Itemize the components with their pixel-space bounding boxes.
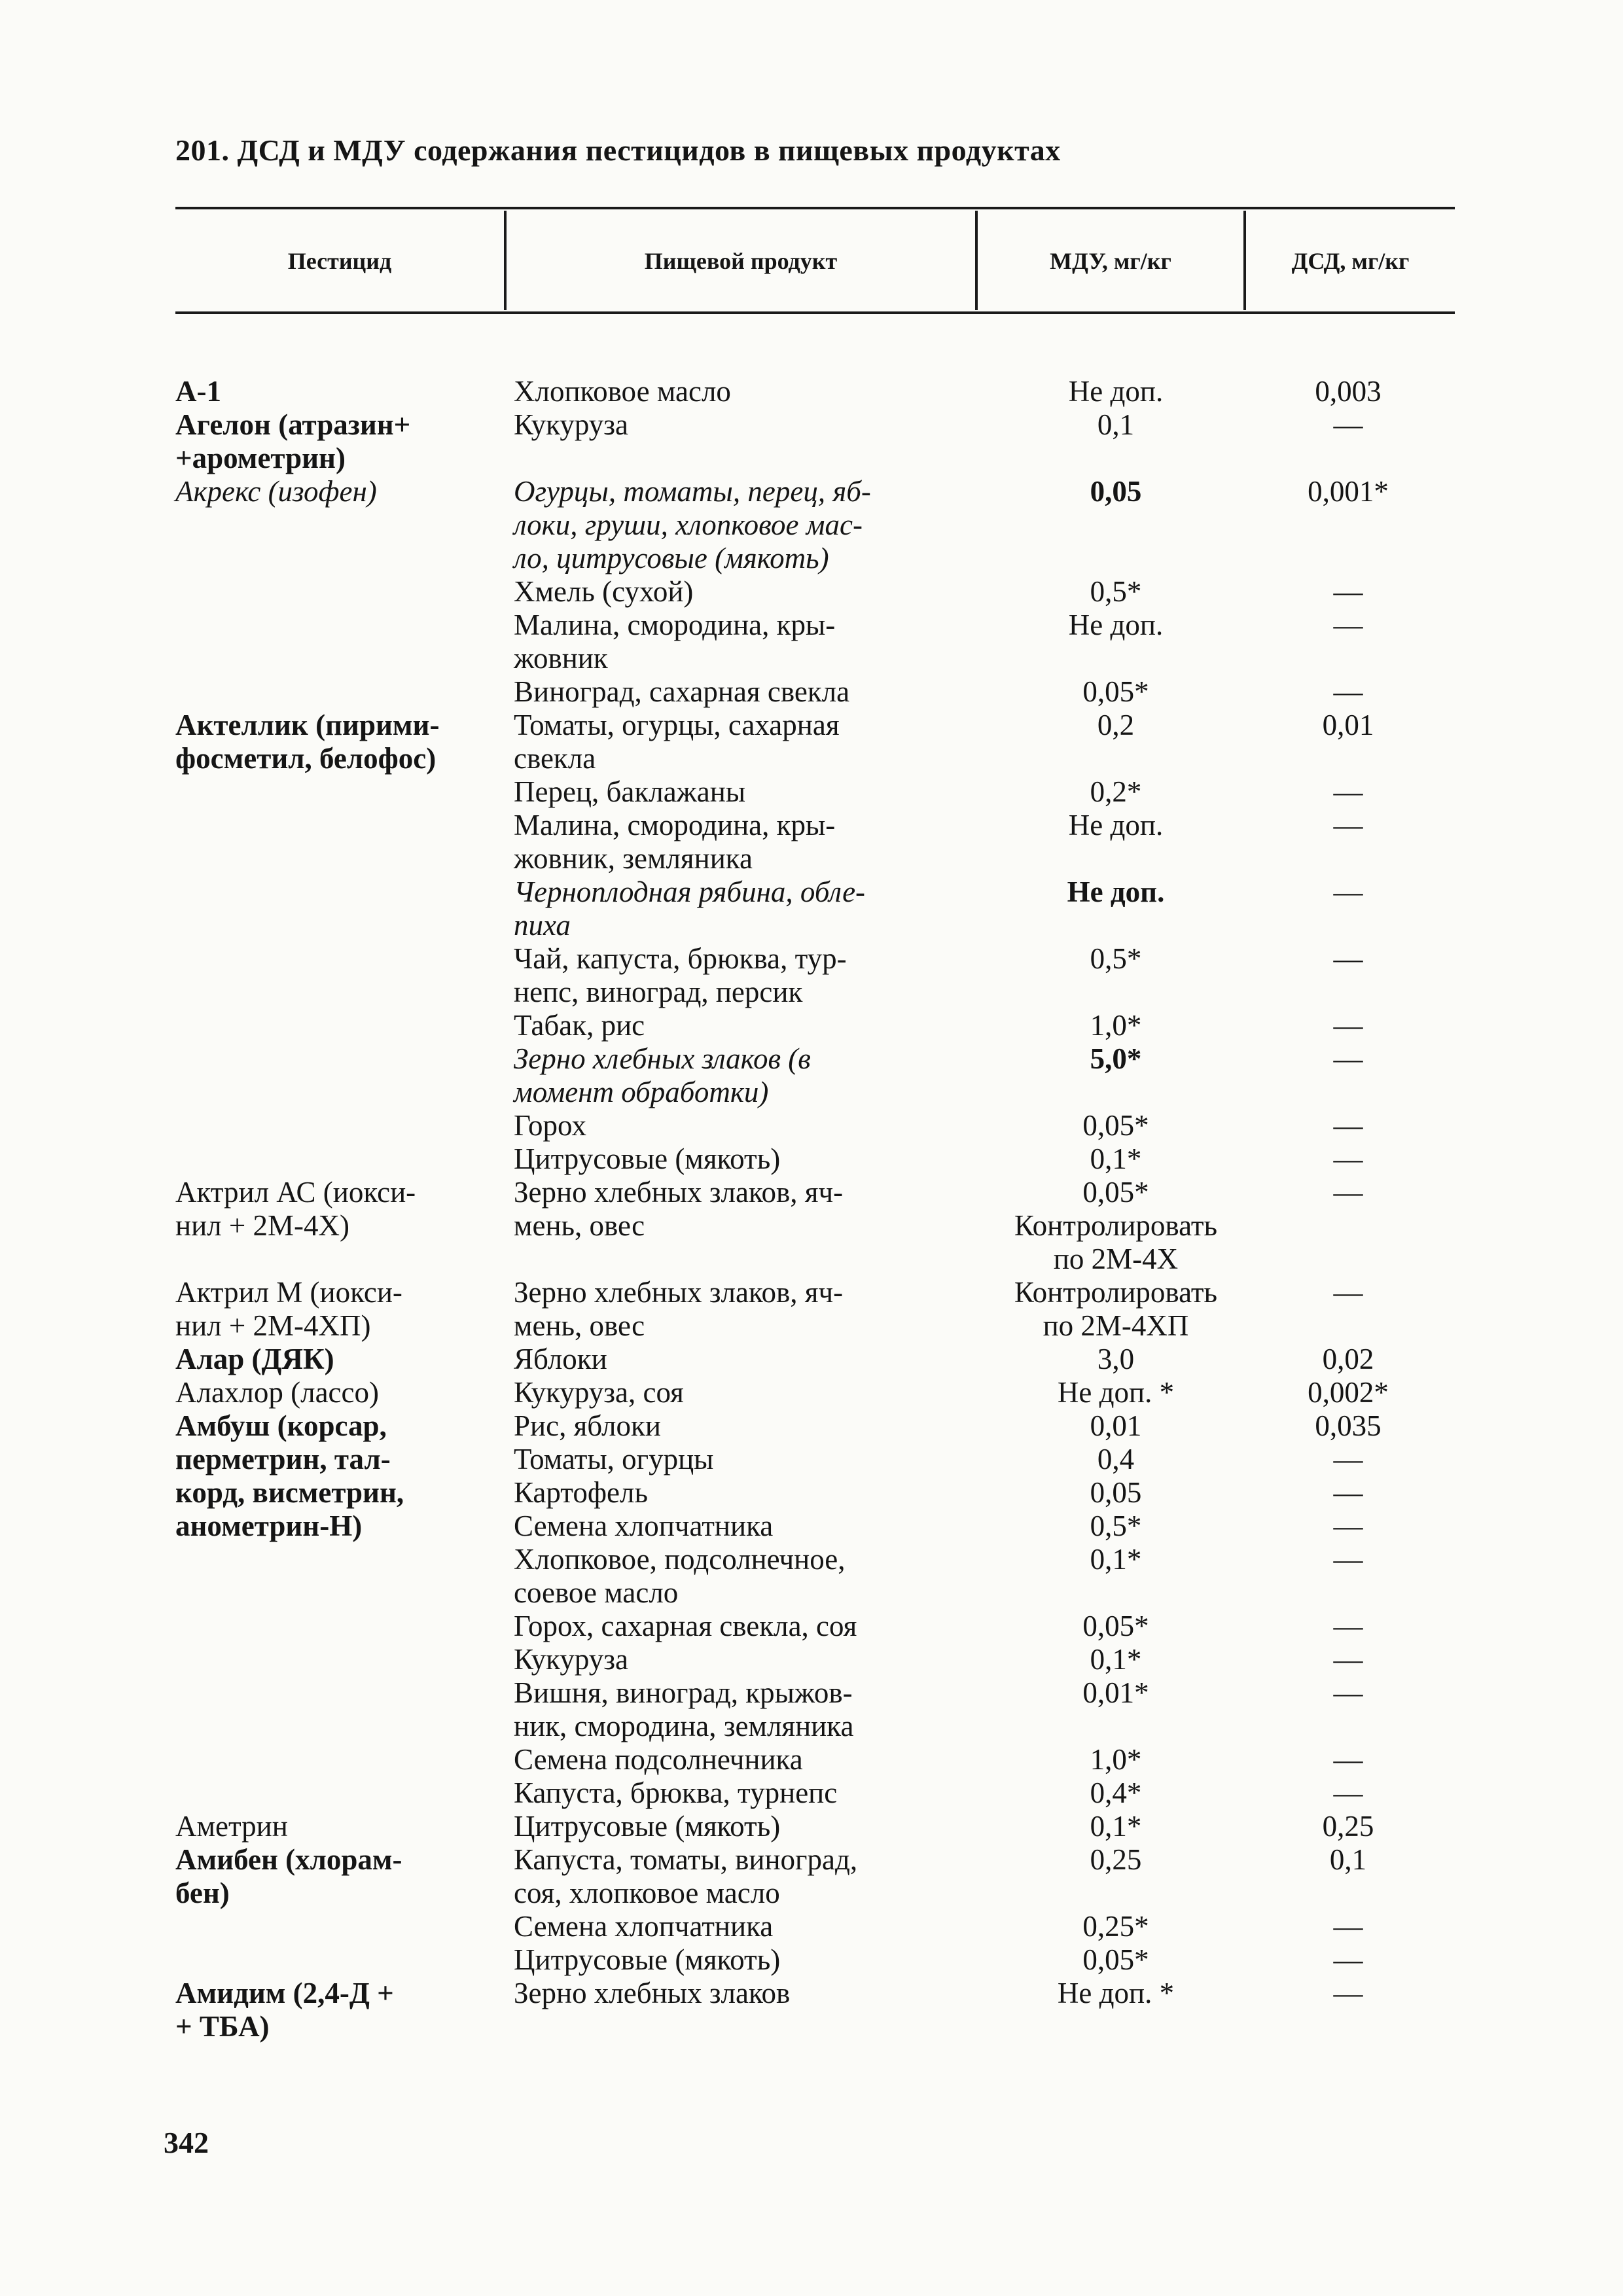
food-product-cell: Семена хлопчатника: [514, 1910, 774, 1943]
pesticide-cell: Актеллик (пирими- фосметил, белофос): [175, 709, 440, 775]
mdu-cell: 0,2*: [1090, 775, 1142, 808]
header-bottom-rule: [175, 311, 1455, 314]
dsd-cell: 0,25: [1322, 1810, 1374, 1843]
mdu-cell: Не доп.: [1068, 809, 1164, 841]
food-product-cell: Чай, капуста, брюква, тур- непс, виноград, персик: [514, 942, 847, 1008]
mdu-cell: 0,05*: [1082, 1109, 1149, 1142]
food-product-cell: Цитрусовые (мякоть): [514, 1943, 781, 1976]
mdu-cell: 0,1*: [1090, 1643, 1142, 1676]
pesticide-cell: А-1: [175, 375, 221, 408]
food-product-cell: Вишня, виноград, крыжов- ник, смородина, земляника: [514, 1676, 854, 1742]
dsd-cell: —: [1333, 1142, 1363, 1175]
food-product-cell: Хлопковое, подсолнечное, соевое масло: [514, 1543, 846, 1609]
food-product-cell: Виноград, сахарная свекла: [514, 675, 850, 708]
food-product-cell: Яблоки: [514, 1343, 607, 1375]
mdu-cell: 0,05: [1090, 1476, 1142, 1509]
dsd-cell: 0,1: [1329, 1843, 1367, 1876]
dsd-cell: —: [1333, 1109, 1363, 1142]
pesticide-cell: Агелон (атразин+ +арометрин): [175, 408, 411, 474]
food-product-cell: Горох, сахарная свекла, соя: [514, 1610, 857, 1642]
food-product-cell: Зерно хлебных злаков, яч- мень, овес: [514, 1176, 844, 1242]
dsd-cell: —: [1333, 1977, 1363, 2009]
food-product-cell: Цитрусовые (мякоть): [514, 1810, 781, 1843]
mdu-cell: 1,0*: [1090, 1743, 1142, 1776]
dsd-cell: —: [1333, 1042, 1363, 1075]
food-product-cell: Малина, смородина, кры- жовник, земляника: [514, 809, 836, 875]
mdu-cell: 1,0*: [1090, 1009, 1142, 1042]
food-product-cell: Зерно хлебных злаков (в момент обработки): [514, 1042, 811, 1108]
column-header-food-product: Пищевой продукт: [644, 248, 838, 274]
mdu-cell: 0,25*: [1082, 1910, 1149, 1943]
food-product-cell: Томаты, огурцы: [514, 1443, 714, 1475]
food-product-cell: Кукуруза: [514, 408, 629, 441]
mdu-cell: 0,1*: [1090, 1543, 1142, 1576]
food-product-cell: Горох: [514, 1109, 586, 1142]
mdu-cell: 0,5*: [1090, 1510, 1142, 1542]
mdu-cell: 3,0: [1097, 1343, 1135, 1375]
pesticide-cell: Амидим (2,4-Д + + ТБА): [175, 1977, 394, 2043]
dsd-cell: —: [1333, 575, 1363, 608]
dsd-cell: —: [1333, 1510, 1363, 1542]
dsd-cell: —: [1333, 875, 1363, 908]
mdu-cell: 0,1: [1097, 408, 1135, 441]
dsd-cell: —: [1333, 1009, 1363, 1042]
dsd-cell: —: [1333, 1743, 1363, 1776]
mdu-cell: Не доп. *: [1057, 1376, 1175, 1409]
food-product-cell: Семена подсолнечника: [514, 1743, 803, 1776]
mdu-cell: Не доп.: [1068, 609, 1164, 641]
mdu-cell: 0,1*: [1090, 1810, 1142, 1843]
mdu-cell: 0,05*: [1082, 1943, 1149, 1976]
mdu-cell: 0,05: [1090, 475, 1142, 508]
food-product-cell: Табак, рис: [514, 1009, 645, 1042]
dsd-cell: 0,003: [1315, 375, 1382, 408]
mdu-cell: 0,4: [1097, 1443, 1135, 1475]
mdu-cell: 0,01: [1090, 1409, 1142, 1442]
dsd-cell: —: [1333, 1943, 1363, 1976]
dsd-cell: —: [1333, 1776, 1363, 1809]
dsd-cell: —: [1333, 1443, 1363, 1475]
table-title: 201. ДСД и МДУ содержания пестицидов в пищевых продуктах: [175, 133, 1061, 167]
food-product-cell: Черноплодная рябина, обле- пиха: [514, 875, 866, 942]
dsd-cell: —: [1333, 809, 1363, 841]
mdu-cell: 0,2: [1097, 709, 1135, 741]
dsd-cell: —: [1333, 775, 1363, 808]
dsd-cell: —: [1333, 675, 1363, 708]
food-product-cell: Капуста, брюква, турнепс: [514, 1776, 838, 1809]
dsd-cell: —: [1333, 1643, 1363, 1676]
dsd-cell: 0,035: [1315, 1409, 1382, 1442]
mdu-cell: 0,01*: [1082, 1676, 1149, 1709]
dsd-cell: 0,01: [1322, 709, 1374, 741]
food-product-cell: Томаты, огурцы, сахарная свекла: [514, 709, 840, 775]
dsd-cell: —: [1333, 942, 1363, 975]
dsd-cell: —: [1333, 408, 1363, 441]
pesticide-cell: Алар (ДЯК): [175, 1343, 334, 1375]
dsd-cell: —: [1333, 1676, 1363, 1709]
food-product-cell: Зерно хлебных злаков, яч- мень, овес: [514, 1276, 844, 1342]
food-product-cell: Капуста, томаты, виноград, соя, хлопковое масло: [514, 1843, 858, 1909]
mdu-cell: Контролировать по 2М-4Х: [1014, 1209, 1218, 1275]
mdu-cell: 0,5*: [1090, 575, 1142, 608]
mdu-cell: 0,05*: [1082, 1610, 1149, 1642]
dsd-cell: 0,001*: [1308, 475, 1389, 508]
column-header-dsd: ДСД, мг/кг: [1291, 248, 1410, 274]
dsd-cell: —: [1333, 609, 1363, 641]
dsd-cell: —: [1333, 1910, 1363, 1943]
food-product-cell: Хлопковое масло: [514, 375, 731, 408]
mdu-cell: Не доп.: [1067, 875, 1165, 908]
mdu-cell: Не доп.: [1068, 375, 1164, 408]
mdu-cell: 0,5*: [1090, 942, 1142, 975]
food-product-cell: Малина, смородина, кры- жовник: [514, 609, 836, 675]
dsd-cell: —: [1333, 1476, 1363, 1509]
pesticide-cell: Актрил М (иокси- нил + 2М-4ХП): [175, 1276, 402, 1342]
food-product-cell: Хмель (сухой): [514, 575, 694, 608]
food-product-cell: Цитрусовые (мякоть): [514, 1142, 781, 1175]
food-product-cell: Огурцы, томаты, перец, яб- локи, груши, хлопковое мас- ло, цитрусовые (мякоть): [514, 475, 871, 574]
food-product-cell: Зерно хлебных злаков: [514, 1977, 791, 2009]
mdu-cell: 0,05*: [1082, 1176, 1149, 1209]
pesticide-cell: Актрил АС (иокси- нил + 2М-4Х): [175, 1176, 416, 1242]
mdu-cell: 0,05*: [1082, 675, 1149, 708]
dsd-cell: —: [1333, 1610, 1363, 1642]
food-product-cell: Перец, баклажаны: [514, 775, 746, 808]
pesticide-cell: Алахлор (лассо): [175, 1376, 379, 1409]
pesticide-cell: Амибен (хлорам- бен): [175, 1843, 402, 1909]
mdu-cell: 0,25: [1090, 1843, 1142, 1876]
mdu-cell: 0,1*: [1090, 1142, 1142, 1175]
pesticide-cell: Амбуш (корсар, перметрин, тал- корд, висметрин, анометрин-Н): [175, 1409, 404, 1542]
food-product-cell: Семена хлопчатника: [514, 1510, 774, 1542]
dsd-cell: —: [1333, 1176, 1363, 1209]
mdu-cell: Контролировать по 2М-4ХП: [1014, 1276, 1218, 1342]
mdu-cell: 5,0*: [1090, 1042, 1142, 1075]
pesticide-cell: Аметрин: [175, 1810, 288, 1843]
dsd-cell: —: [1333, 1276, 1363, 1309]
column-header-mdu: МДУ, мг/кг: [1050, 248, 1171, 274]
page-number: 342: [164, 2126, 209, 2159]
mdu-cell: 0,4*: [1090, 1776, 1142, 1809]
dsd-cell: 0,002*: [1308, 1376, 1389, 1409]
table-top-rule: [175, 207, 1455, 209]
pesticide-cell: Акрекс (изофен): [175, 475, 377, 508]
food-product-cell: Кукуруза: [514, 1643, 629, 1676]
dsd-cell: —: [1333, 1543, 1363, 1576]
food-product-cell: Кукуруза, соя: [514, 1376, 684, 1409]
food-product-cell: Рис, яблоки: [514, 1409, 661, 1442]
column-header-pesticide: Пестицид: [287, 248, 392, 274]
food-product-cell: Картофель: [514, 1476, 648, 1509]
dsd-cell: 0,02: [1322, 1343, 1374, 1375]
mdu-cell: Не доп. *: [1057, 1977, 1175, 2009]
